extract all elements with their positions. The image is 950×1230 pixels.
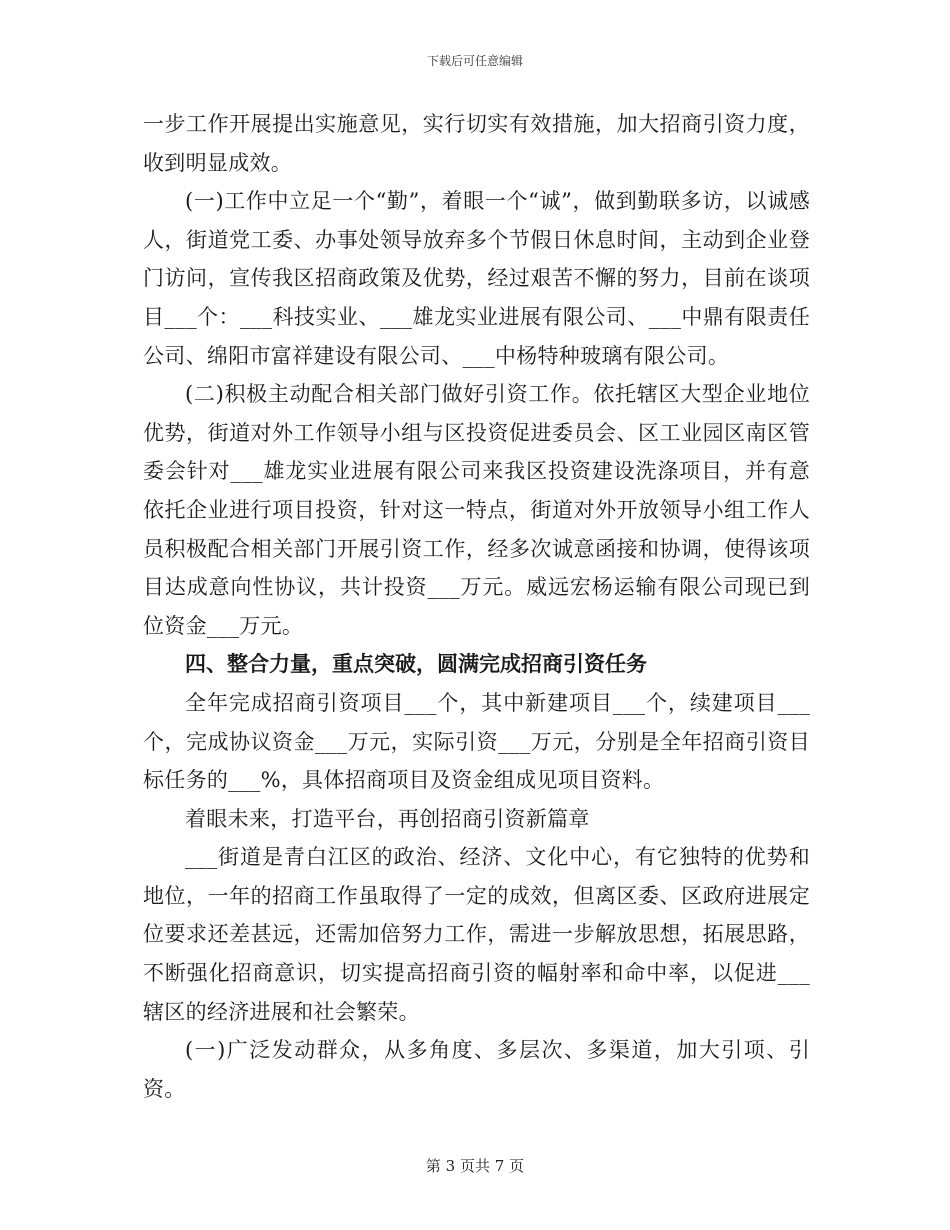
document-body bbox=[143, 105, 810, 1108]
page-header: 下载后可任意编辑 bbox=[426, 54, 523, 68]
section-heading-4: 四、整合力量，重点突破，圆满完成招商引资任务 bbox=[185, 651, 647, 677]
section-subheading: 着眼未来，打造平台，再创招商引资新篇章 bbox=[185, 806, 590, 831]
paragraph-continuation: 一步工作开展提出实施意见，实行切实有效措施，加大招商引资力度，收到明显成效。 bbox=[143, 112, 810, 175]
paragraph-item-2: (二)积极主动配合相关部门做好引资工作。依托辖区大型企业地位优势，街道对外工作领导小组与区投资促进委员会、区工业园区南区管委会针对___雄龙实业进展有限公司来我区投资建设洗涤项目，并有意依托企业进行项目投资，针对这一特点，街道对外开放领导小组工作人员积极配合相关部门开展引资工作，经多次诚意函接和协调，使得该项目达成意向性协议，共计投资___万元。威远宏杨运输有限公司现已到位资金___万元。 bbox=[143, 382, 810, 638]
page-footer: 第 3 页共 7 页 bbox=[425, 1157, 525, 1175]
paragraph-outlook: ___街道是青白江区的政治、经济、文化中心，有它独特的优势和地位，一年的招商工作虽取得了一定的成效，但离区委、区政府进展定位要求还差甚远，还需加倍努力工作，需进一步解放思想，拓展思路，不断强化招商意识，切实提高招商引资的幅射率和命中率，以促进___辖区的经济进展和社会繁荣。 bbox=[143, 845, 810, 1024]
paragraph-item-1: (一)工作中立足一个“勤”，着眼一个“诚”，做到勤联多访，以诚感人，街道党工委、办事处领导放弃多个节假日休息时间，主动到企业登门访问，宣传我区招商政策及优势，经过艰苦不懈的努力，目前在谈项目___个：___科技实业、___雄龙实业进展有限公司、___中鼎有限责任公司、绵阳市富祥建设有限公司、___中杨特种玻璃有限公司。 bbox=[143, 189, 810, 368]
paragraph-item-3: (一)广泛发动群众，从多角度、多层次、多渠道，加大引项、引资。 bbox=[143, 1038, 810, 1101]
paragraph-summary: 全年完成招商引资项目___个，其中新建项目___个，续建项目___个，完成协议资金___万元，实际引资___万元，分别是全年招商引资目标任务的___%，具体招商项目及资金组成见项目资料。 bbox=[143, 690, 810, 793]
